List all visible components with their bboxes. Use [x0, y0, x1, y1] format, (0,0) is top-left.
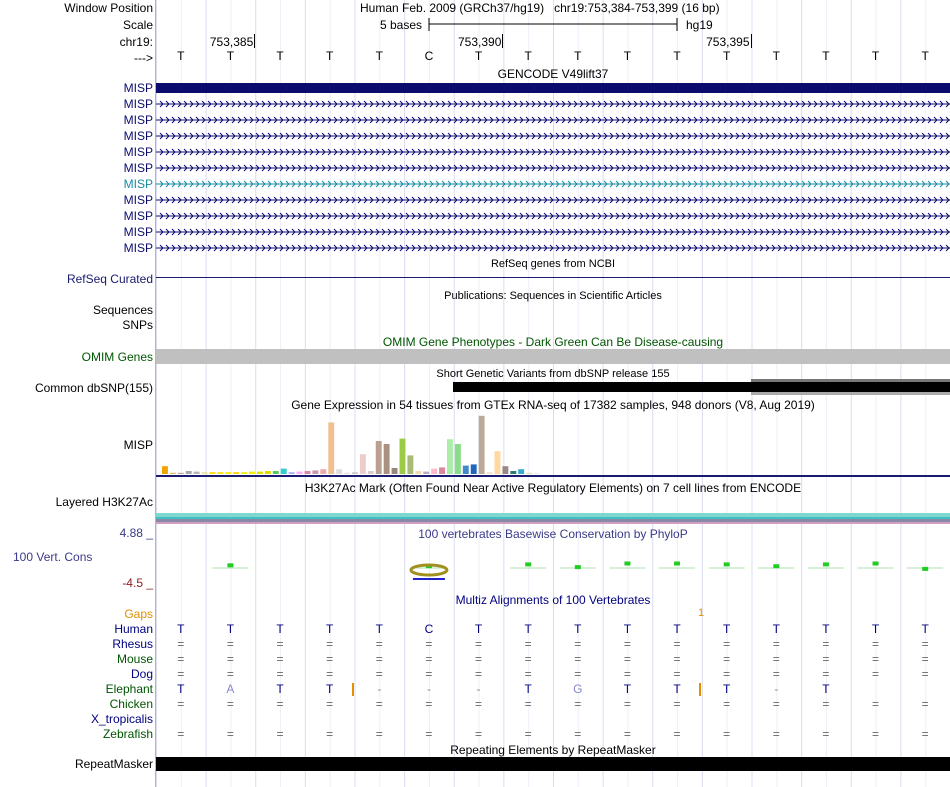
gtex-tissue-bar — [352, 472, 358, 474]
ruler-tick: 753,385 — [209, 35, 254, 49]
ruler-tick: 753,390 — [457, 35, 502, 49]
aligned-base: = — [226, 652, 234, 666]
aligned-base: - — [774, 682, 779, 696]
aligned-base: = — [673, 727, 681, 741]
gtex-tissue-bar — [289, 472, 295, 474]
gencode-intron-line — [156, 117, 950, 123]
aligned-base: = — [326, 652, 334, 666]
aligned-base: = — [723, 652, 731, 666]
gtex-tissue-bar — [534, 473, 540, 474]
cons-score-mark — [858, 562, 894, 569]
aligned-base: = — [375, 697, 383, 711]
gencode-intron-line — [156, 245, 950, 251]
aligned-base: T — [723, 682, 731, 696]
aligned-base: = — [276, 652, 284, 666]
dbsnp-variant-bar-3[interactable] — [751, 392, 950, 395]
aligned-base: G — [573, 682, 583, 696]
aligned-base: T — [177, 682, 185, 696]
gencode-intron-line — [156, 101, 950, 107]
gencode-transcript-label[interactable]: MISP — [123, 209, 153, 223]
aligned-base: T — [822, 682, 830, 696]
species-label[interactable]: Rhesus — [112, 637, 153, 651]
gencode-transcript-label[interactable]: MISP — [123, 241, 153, 255]
aligned-base: = — [475, 697, 483, 711]
aligned-base: = — [623, 652, 631, 666]
aligned-base: = — [872, 697, 880, 711]
gtex-tissue-bar — [495, 451, 501, 474]
aligned-base: = — [772, 727, 780, 741]
aligned-base: - — [377, 682, 382, 696]
aligned-base: = — [921, 652, 929, 666]
scale-text: 5 bases — [380, 18, 423, 32]
base-letter: T — [177, 49, 185, 63]
insertion-marker — [699, 683, 701, 696]
position-title — [360, 1, 720, 15]
cons-score-mark — [609, 562, 645, 569]
gencode-transcript-label[interactable]: MISP — [123, 129, 153, 143]
gtex-tissue-bar — [479, 416, 485, 474]
gaps-label[interactable]: Gaps — [124, 607, 153, 621]
scale-db: hg19 — [686, 18, 713, 32]
species-label[interactable]: Elephant — [105, 682, 153, 696]
gtex-tissue-bar — [487, 472, 493, 474]
cons-ymax: 4.88 _ — [119, 526, 153, 540]
chrom-label: chr19: — [119, 35, 153, 49]
aligned-base: - — [476, 682, 481, 696]
aligned-base: = — [623, 667, 631, 681]
aligned-base: A — [226, 682, 235, 696]
aligned-base: = — [574, 697, 582, 711]
gtex-tissue-bar — [328, 422, 334, 474]
gtex-tissue-bar — [502, 466, 508, 474]
aligned-base: T — [723, 622, 731, 636]
scale-label: Scale — [122, 18, 153, 32]
aligned-base: = — [326, 637, 334, 651]
aligned-base: = — [822, 652, 830, 666]
base-letter: T — [921, 49, 929, 63]
aligned-base: = — [772, 652, 780, 666]
gtex-tissue-bar — [463, 466, 469, 474]
gtex-tissue-bar — [186, 471, 192, 474]
gtex-tissue-bar — [178, 473, 184, 474]
aligned-base: T — [921, 622, 929, 636]
gencode-transcript-label[interactable]: MISP — [123, 97, 153, 111]
aligned-base: T — [276, 682, 284, 696]
cons-score-mark — [758, 564, 794, 568]
gtex-tissue-bar — [265, 471, 271, 474]
aligned-base: = — [226, 637, 234, 651]
aligned-base: = — [425, 697, 433, 711]
aligned-base: = — [177, 727, 185, 741]
aligned-base: T — [623, 622, 632, 636]
aligned-base: T — [326, 622, 334, 636]
gtex-tissue-bar — [257, 472, 263, 474]
species-label[interactable]: X_tropicalis — [90, 712, 153, 726]
aligned-base: = — [425, 637, 433, 651]
cons-label[interactable]: 100 Vert. Cons — [13, 550, 93, 564]
gtex-tissue-bar — [297, 472, 303, 474]
aligned-base: = — [475, 637, 483, 651]
base-letter: T — [723, 49, 731, 63]
base-letter: T — [226, 49, 235, 63]
aligned-base: = — [872, 727, 880, 741]
aligned-base: = — [226, 697, 234, 711]
ruler-tick-mark — [254, 34, 255, 48]
gtex-chart[interactable] — [156, 412, 950, 478]
species-label[interactable]: Chicken — [109, 697, 153, 711]
aligned-base: T — [524, 622, 532, 636]
gtex-tissue-bar — [273, 471, 279, 474]
gtex-tissue-bar — [439, 467, 445, 474]
gencode-transcript-label[interactable]: MISP — [123, 113, 153, 127]
aligned-base: = — [574, 667, 582, 681]
gtex-label[interactable]: MISP — [123, 438, 153, 452]
gencode-transcript-label[interactable]: MISP — [123, 225, 153, 239]
gtex-tissue-bar — [384, 444, 390, 474]
aligned-base: = — [524, 697, 532, 711]
aligned-base: = — [574, 727, 582, 741]
dbsnp-variant-bar-2[interactable] — [751, 379, 950, 382]
dbsnp-title: Short Genetic Variants from dbSNP release 155 — [436, 368, 670, 380]
aligned-base: = — [723, 727, 731, 741]
publications-label[interactable]: Sequences — [92, 303, 153, 317]
aligned-base: = — [772, 667, 780, 681]
cons-score-mark — [510, 562, 546, 568]
aligned-base: = — [375, 652, 383, 666]
aligned-base: = — [772, 637, 780, 651]
aligned-base: T — [673, 682, 681, 696]
gtex-tissue-bar — [249, 472, 255, 474]
species-label[interactable]: Human — [114, 622, 153, 636]
dbsnp-label[interactable]: Common dbSNP(155) — [34, 381, 153, 395]
gencode-transcript-label[interactable]: MISP — [123, 193, 153, 207]
cons-ymin: -4.5 _ — [122, 576, 153, 590]
gtex-tissue-bar — [368, 471, 374, 474]
aligned-base: = — [524, 637, 532, 651]
repeatmasker-bar[interactable] — [156, 757, 950, 771]
gtex-tissue-bar — [225, 472, 231, 474]
gtex-tissue-bar — [336, 469, 342, 474]
base-letter: T — [772, 49, 780, 63]
ruler-tick-mark — [751, 34, 752, 48]
aligned-base: = — [276, 637, 284, 651]
aligned-base: = — [425, 652, 433, 666]
publications-title: Publications: Sequences in Scientific Articles — [444, 290, 662, 302]
base-letter: T — [871, 49, 880, 63]
aligned-base: = — [872, 667, 880, 681]
aligned-base: = — [276, 667, 284, 681]
gtex-baseline — [156, 475, 950, 477]
gtex-tissue-bar — [526, 473, 532, 474]
h3k27ac-layer-4[interactable] — [156, 522, 950, 524]
gencode-intron-line — [156, 213, 950, 219]
cons-score-mark — [659, 562, 695, 569]
aligned-base: = — [375, 727, 383, 741]
aligned-base: = — [524, 652, 532, 666]
gencode-intron-line — [156, 197, 950, 203]
gencode-transcript-label[interactable]: MISP — [123, 81, 153, 95]
gtex-tissue-bar — [217, 472, 223, 474]
aligned-base: = — [475, 652, 483, 666]
gtex-tissue-bar — [423, 472, 429, 474]
aligned-base: = — [772, 697, 780, 711]
aligned-base: = — [177, 652, 185, 666]
gencode-title: GENCODE V49lift37 — [497, 67, 609, 81]
h3k27ac-label[interactable]: Layered H3K27Ac — [55, 495, 153, 509]
base-letter: T — [574, 49, 582, 63]
aligned-base: = — [921, 727, 929, 741]
aligned-base: = — [524, 727, 532, 741]
gtex-tissue-bar — [344, 473, 350, 474]
aligned-base: = — [326, 667, 334, 681]
gtex-tissue-bar — [392, 468, 398, 474]
ruler-tick: 753,395 — [706, 35, 750, 49]
gtex-tissue-bar — [305, 471, 311, 474]
gtex-title: Gene Expression in 54 tissues from GTEx RNA-seq of 17382 samples, 948 donors (V8, Aug 2019) — [291, 398, 815, 412]
cons-title: 100 vertebrates Basewise Conservation by PhyloP — [418, 527, 688, 541]
aligned-base: T — [623, 682, 632, 696]
gencode-exon-block — [156, 83, 950, 93]
gencode-transcript-label[interactable]: MISP — [123, 145, 153, 159]
cons-score-mark — [907, 567, 943, 571]
gencode-intron-line — [156, 229, 950, 235]
aligned-base: = — [276, 697, 284, 711]
gtex-tissue-bar — [376, 441, 382, 474]
omim-title: OMIM Gene Phenotypes - Dark Green Can Be Disease-causing — [382, 335, 724, 349]
species-label[interactable]: Dog — [130, 667, 153, 681]
aligned-base: = — [822, 727, 830, 741]
gtex-tissue-bar — [233, 472, 239, 474]
gtex-tissue-bar — [241, 472, 247, 474]
aligned-base: = — [177, 637, 185, 651]
gtex-tissue-bar — [431, 469, 437, 474]
aligned-base: = — [673, 637, 681, 651]
aligned-base: = — [524, 667, 532, 681]
base-letter: T — [326, 49, 334, 63]
gencode-intron-line — [156, 165, 950, 171]
aligned-base: = — [375, 637, 383, 651]
gencode-intron-line — [156, 181, 950, 187]
aligned-base: = — [425, 727, 433, 741]
gap-count: 1 — [698, 607, 705, 619]
aligned-base: T — [574, 622, 582, 636]
position-text[interactable]: chr19:753,384-753,399 (16 bp) — [554, 1, 720, 15]
aligned-base: - — [426, 682, 431, 696]
base-letter: T — [673, 49, 681, 63]
repeatmasker-title: Repeating Elements by RepeatMasker — [450, 743, 656, 757]
aligned-base: T — [772, 622, 780, 636]
gtex-tissue-bar — [471, 464, 477, 474]
gtex-tissue-bar — [510, 471, 516, 474]
refseq-label[interactable]: RefSeq Curated — [66, 272, 153, 286]
aligned-base: = — [872, 637, 880, 651]
aligned-base: = — [326, 727, 334, 741]
snps-label[interactable]: SNPs — [122, 318, 153, 332]
gencode-intron-line — [156, 133, 950, 139]
gtex-tissue-bar — [455, 444, 461, 474]
aligned-base: = — [623, 727, 631, 741]
base-letter: T — [375, 49, 383, 63]
gtex-tissue-bar — [400, 439, 406, 474]
gencode-track[interactable] — [156, 80, 950, 256]
aligned-base: = — [375, 667, 383, 681]
insertion-marker — [352, 683, 354, 696]
species-label[interactable]: Mouse — [116, 652, 153, 666]
window-position-label: Window Position — [64, 1, 153, 15]
aligned-base: = — [177, 667, 185, 681]
aligned-base: = — [921, 697, 929, 711]
gtex-tissue-bar — [281, 469, 287, 474]
strand-arrow-label: ---> — [134, 51, 153, 65]
aligned-base: = — [276, 727, 284, 741]
scale-bar — [428, 17, 680, 33]
aligned-base: T — [276, 622, 284, 636]
refseq-line[interactable] — [156, 277, 950, 278]
aligned-base: = — [921, 637, 929, 651]
gtex-tissue-bar — [320, 469, 326, 474]
aligned-base: = — [822, 637, 830, 651]
gtex-tissue-bar — [202, 472, 208, 474]
dbsnp-variant-bar[interactable] — [453, 382, 950, 392]
aligned-base: = — [723, 697, 731, 711]
aligned-base: = — [623, 637, 631, 651]
gencode-intron-line — [156, 149, 950, 155]
aligned-base: = — [177, 697, 185, 711]
aligned-base: = — [623, 697, 631, 711]
aligned-base: = — [673, 667, 681, 681]
gtex-tissue-bar — [415, 471, 421, 474]
gtex-tissue-bar — [194, 472, 200, 474]
aligned-base: = — [574, 637, 582, 651]
base-letter: T — [276, 49, 284, 63]
gtex-tissue-bar — [312, 470, 318, 474]
cons-score-mark — [709, 562, 745, 568]
aligned-base: = — [872, 652, 880, 666]
aligned-base: = — [326, 697, 334, 711]
gtex-tissue-bar — [170, 473, 176, 474]
aligned-base: C — [424, 622, 434, 636]
aligned-base: = — [921, 667, 929, 681]
aligned-base: = — [673, 697, 681, 711]
aligned-base: = — [226, 667, 234, 681]
assembly-text: Human Feb. 2009 (GRCh37/hg19) — [360, 1, 545, 15]
cons-score-mark — [212, 563, 248, 568]
aligned-base: T — [326, 682, 334, 696]
gtex-tissue-bar — [162, 466, 168, 474]
base-letter: T — [474, 49, 483, 63]
multiz-title: Multiz Alignments of 100 Vertebrates — [455, 593, 651, 607]
gtex-tissue-bar — [210, 472, 216, 474]
aligned-base: T — [177, 622, 185, 636]
aligned-base: T — [375, 622, 383, 636]
gtex-tissue-bar — [447, 439, 453, 474]
omim-bar[interactable] — [156, 349, 950, 364]
species-label[interactable]: Zebrafish — [102, 727, 153, 741]
base-letter: T — [822, 49, 830, 63]
cons-score-mark — [560, 565, 596, 569]
base-letter: T — [623, 49, 632, 63]
aligned-base: T — [822, 622, 830, 636]
h3k27ac-title: H3K27Ac Mark (Often Found Near Active Regulatory Elements) on 7 cell lines from ENCODE — [304, 481, 802, 495]
aligned-base: = — [475, 667, 483, 681]
refseq-title: RefSeq genes from NCBI — [490, 258, 616, 270]
gencode-transcript-label[interactable]: MISP — [123, 177, 153, 191]
omim-label[interactable]: OMIM Genes — [81, 350, 153, 364]
aligned-base: T — [871, 622, 880, 636]
gencode-transcript-label[interactable]: MISP — [123, 161, 153, 175]
aligned-base: T — [673, 622, 681, 636]
base-letter: C — [424, 49, 434, 63]
aligned-base: T — [226, 622, 235, 636]
aligned-base: = — [425, 667, 433, 681]
aligned-base: = — [723, 637, 731, 651]
gtex-tissue-bar — [518, 469, 524, 474]
aligned-base: = — [673, 652, 681, 666]
cons-track[interactable] — [156, 542, 950, 592]
ruler-tick-mark — [502, 34, 503, 48]
aligned-base: = — [574, 652, 582, 666]
aligned-base: = — [822, 697, 830, 711]
cons-score-mark — [808, 562, 844, 568]
gtex-tissue-bar — [360, 454, 366, 474]
aligned-base: = — [723, 667, 731, 681]
aligned-base: T — [524, 682, 532, 696]
repeatmasker-label[interactable]: RepeatMasker — [74, 757, 153, 771]
base-letter: T — [524, 49, 532, 63]
aligned-base: = — [822, 667, 830, 681]
aligned-base: T — [474, 622, 483, 636]
aligned-base: = — [475, 727, 483, 741]
gtex-tissue-bar — [407, 455, 413, 474]
aligned-base: = — [226, 727, 234, 741]
